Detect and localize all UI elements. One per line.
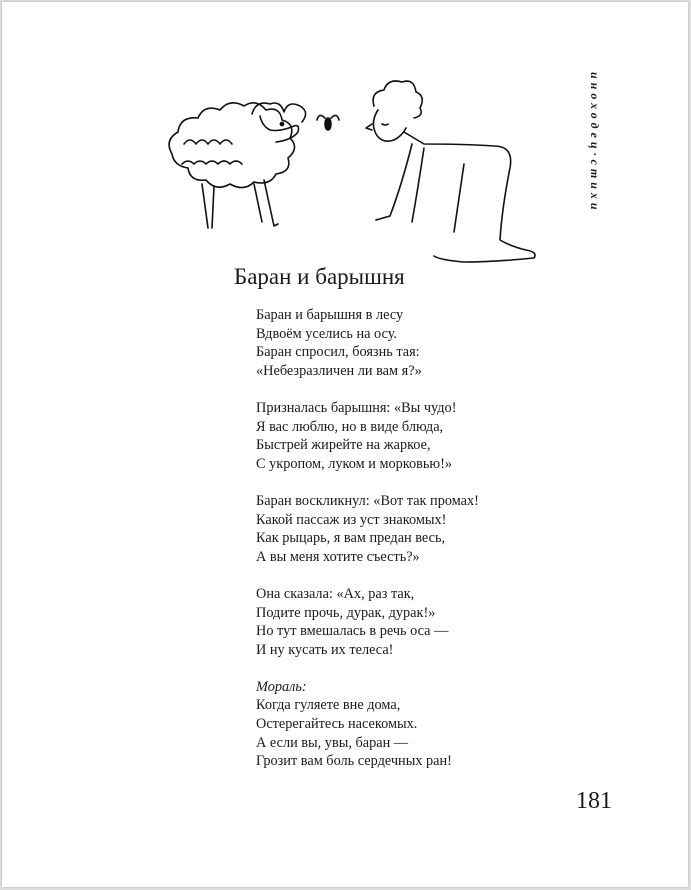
- wasp-figure: [317, 115, 339, 130]
- poem-line: Я вас люблю, но в виде блюда,: [256, 418, 444, 435]
- poem-line: Быстрей жирейте на жаркое,: [256, 437, 431, 454]
- poem-line: С укропом, луком и морковью!»: [256, 455, 453, 472]
- moral-line: Остерегайтесь насекомых.: [256, 716, 418, 733]
- poem-line: Баран спросил, боязнь тая:: [256, 344, 420, 361]
- poem-line: Она сказала: «Ах, раз так,: [256, 585, 415, 602]
- moral-label: Мораль:: [256, 678, 307, 695]
- poem-line: Баран и барышня в лесу: [256, 307, 404, 323]
- poem-line: Но тут вмешалась в речь оса —: [256, 623, 449, 640]
- moral-line: А если вы, увы, баран —: [256, 734, 409, 751]
- poem-title: Баран и барышня: [234, 264, 405, 289]
- stanza-4: [256, 585, 556, 659]
- moral-line: Грозит вам боль сердечных ран!: [256, 753, 452, 770]
- sheep-figure: [169, 103, 305, 228]
- poem-line: Какой пассаж из уст знакомых!: [256, 511, 447, 528]
- poem-line: «Небезразличен ли вам я?»: [256, 362, 422, 379]
- page-number: 181: [576, 788, 612, 814]
- poem-line: Как рыцарь, я вам предан весь,: [256, 530, 446, 547]
- poem-line: Вдвоём уселись на осу.: [256, 325, 397, 342]
- stanza-2: [256, 399, 556, 473]
- moral-line: Когда гуляете вне дома,: [256, 697, 401, 714]
- running-head-text: иноходец·стихи: [588, 72, 602, 214]
- book-page: [2, 2, 688, 887]
- poem-body: [256, 306, 556, 789]
- stanza-1: [256, 306, 556, 380]
- poem-line: Подите прочь, дурак, дурак!»: [256, 604, 436, 621]
- poem-line: Призналась барышня: «Вы чудо!: [256, 399, 457, 416]
- poem-line: А вы меня хотите съесть?»: [256, 548, 420, 565]
- stanza-3: [256, 492, 556, 566]
- moral-stanza: [256, 678, 556, 771]
- girl-figure: [366, 81, 535, 262]
- running-head-vertical: [588, 72, 626, 272]
- sheep-wasp-girl-illustration: [142, 44, 562, 276]
- poem-line: Баран воскликнул: «Вот так промах!: [256, 492, 479, 509]
- poem-line: И ну кусать их телеса!: [256, 641, 394, 658]
